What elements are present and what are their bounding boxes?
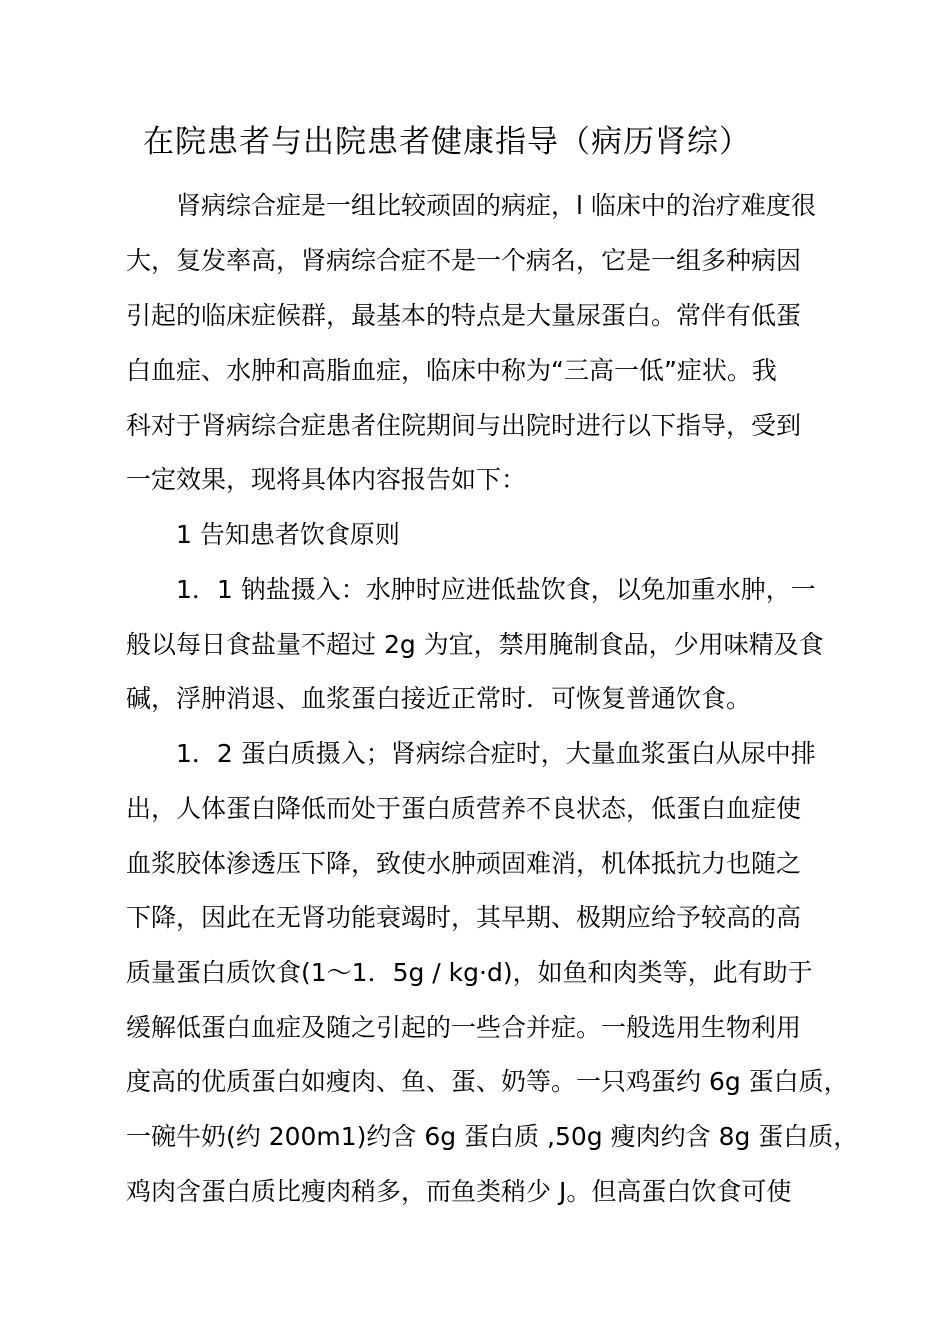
paragraph-line: 鸡肉含蛋白质比瘦肉稍多，而鱼类稍少 J。但高蛋白饮食可使 [126,1177,792,1206]
paragraph-line: 缓解低蛋白血症及随之引起的一些合并症。一般选用生物利用 [126,1013,802,1042]
paragraph-line: 质量蛋白质饮食(1～1．5g / kg·d)，如鱼和肉类等，此有助于 [126,958,813,987]
paragraph-line: 出，人体蛋白降低而处于蛋白质营养不良状态，低蛋白血症使 [126,794,802,823]
paragraph-line: 大，复发率高，肾病综合症不是一个病名，它是一组多种病因 [126,246,802,275]
paragraph-line: 碱，浮肿消退、血浆蛋白接近正常时．可恢复普通饮食。 [126,684,752,713]
paragraph-line: 肾病综合症是一组比较顽固的病症，l 临床中的治疗难度很 [176,191,816,220]
paragraph-line: 1．1 钠盐摄入：水肿时应进低盐饮食，以免加重水肿，一 [176,575,816,604]
paragraph-line: 一碗牛奶(约 200m1)约含 6g 蛋白质 ,50g 瘦肉约含 8g 蛋白质， [126,1122,859,1151]
paragraph-line: 度高的优质蛋白如瘦肉、鱼、蛋、奶等。一只鸡蛋约 6g 蛋白质， [126,1067,849,1096]
section-heading: 1 告知患者饮食原则 [176,520,400,549]
paragraph-line: 1．2 蛋白质摄入；肾病综合症时，大量血浆蛋白从尿中排 [176,739,816,768]
paragraph-line: 一定效果，现将具体内容报告如下： [126,465,527,494]
paragraph-line: 白血症、水肿和高脂血症，临床中称为“三高一低”症状。我 [126,356,777,385]
paragraph-line: 引起的临床症候群，最基本的特点是大量尿蛋白。常伴有低蛋 [126,301,802,330]
paragraph-line: 科对于肾病综合症患者住院期间与出院时进行以下指导，受到 [126,411,802,440]
document-title: 在院患者与出院患者健康指导（病历肾综） [143,124,751,160]
paragraph-line: 下降，因此在无肾功能衰竭时，其早期、极期应给予较高的高 [126,903,802,932]
paragraph-line: 般以每日食盐量不超过 2g 为宜，禁用腌制食品，少用味精及食 [126,630,824,659]
paragraph-line: 血浆胶体渗透压下降，致使水肿顽固难消，机体抵抗力也随之 [126,849,802,878]
